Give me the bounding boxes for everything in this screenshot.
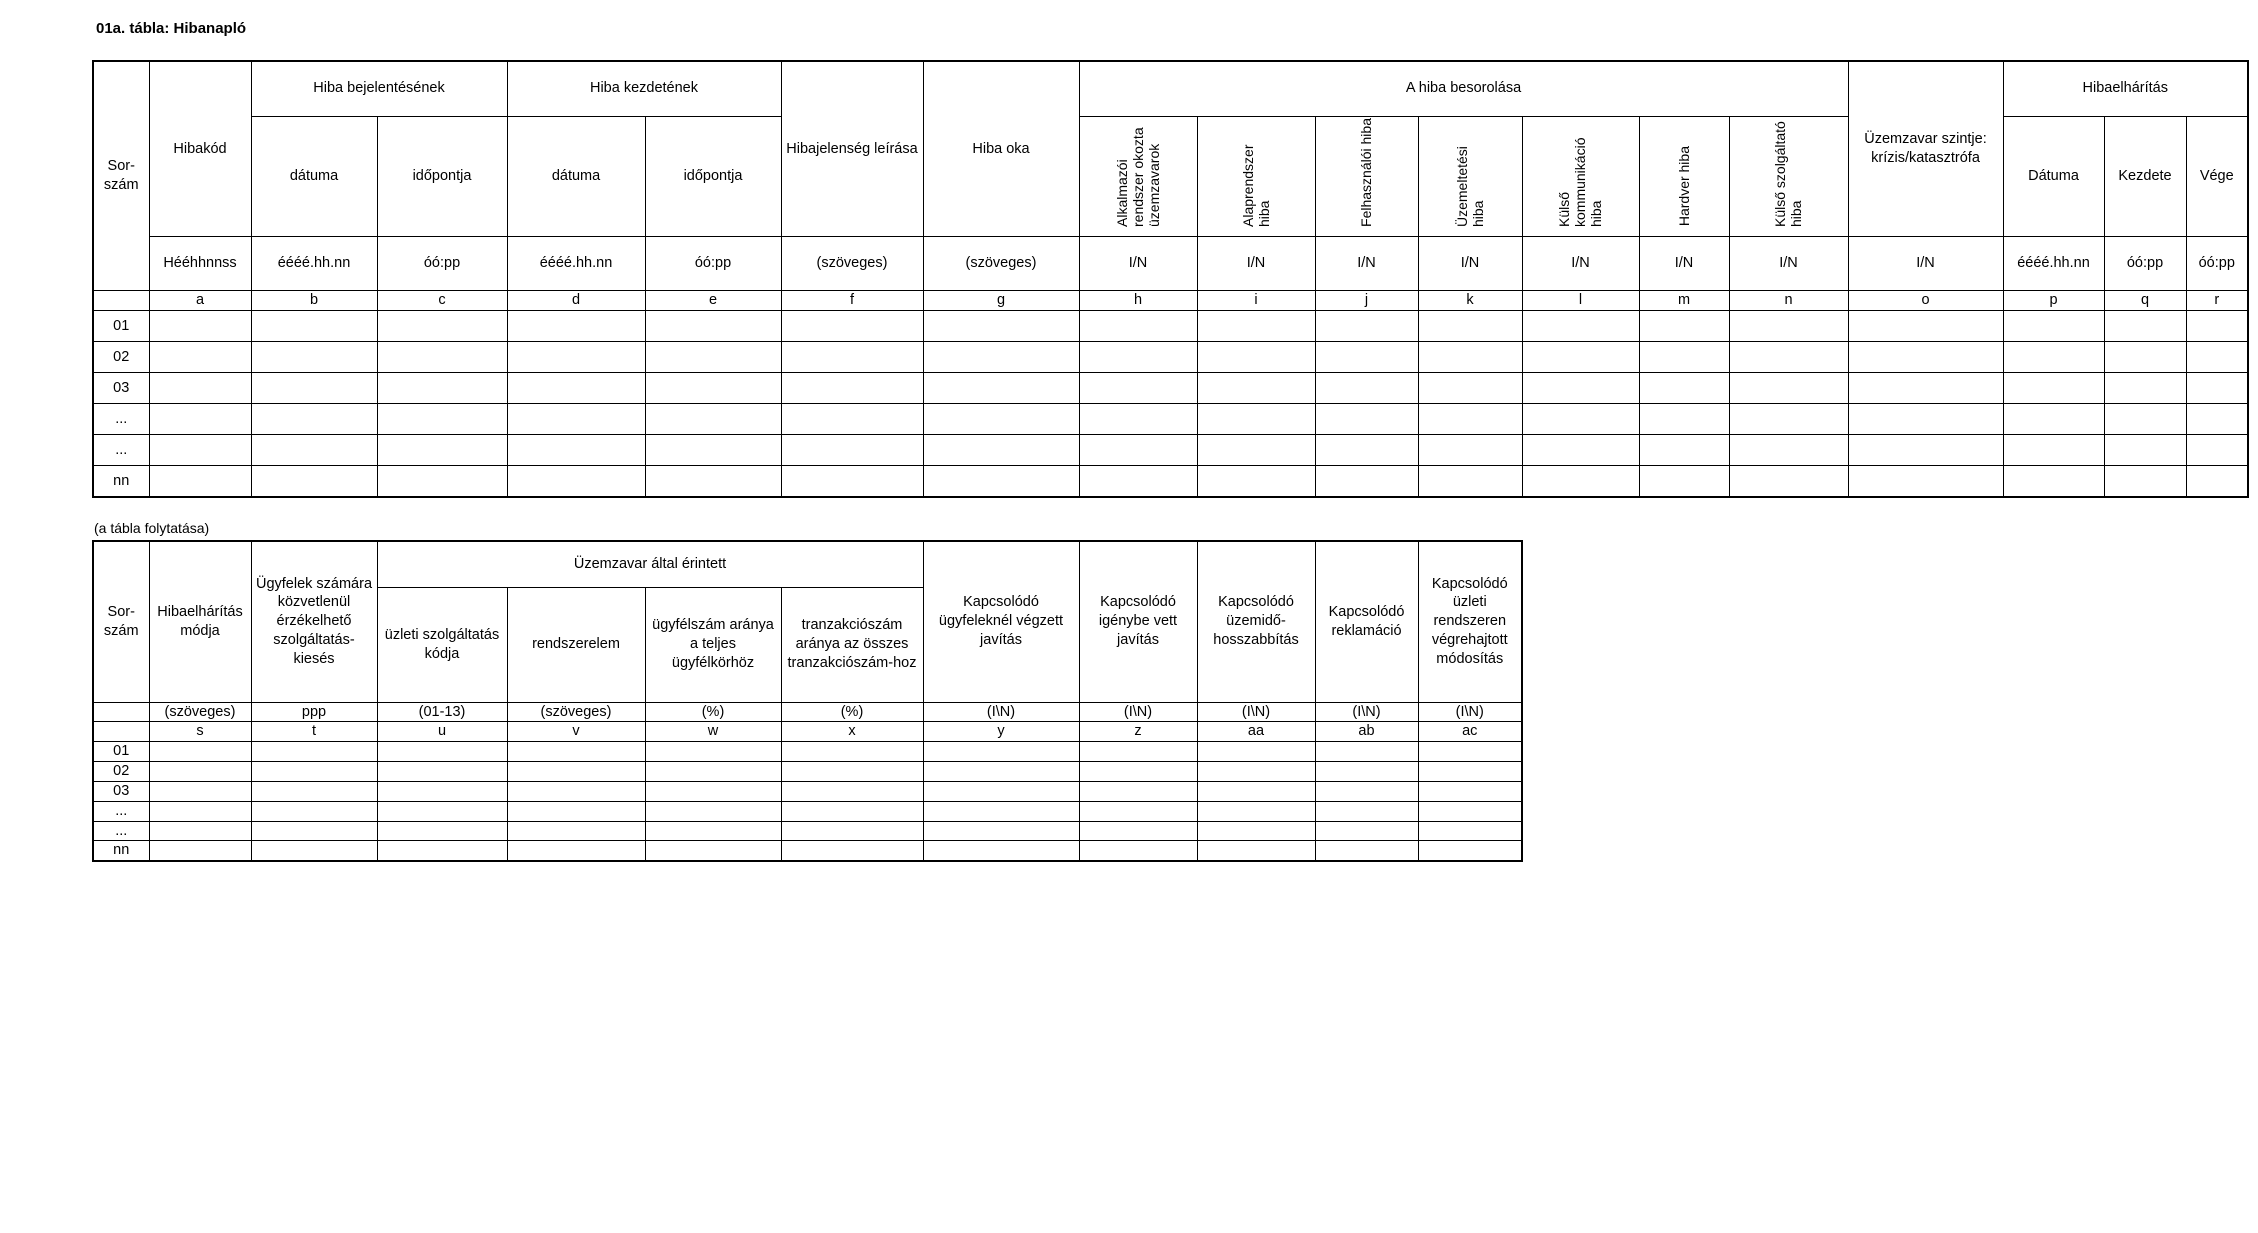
data-cell[interactable] [251,342,377,373]
data-cell[interactable] [507,435,645,466]
data-cell[interactable] [1315,311,1418,342]
data-cell[interactable] [781,466,923,497]
data-cell[interactable] [781,801,923,821]
data-cell[interactable] [1522,342,1639,373]
data-cell[interactable] [1418,762,1522,782]
data-cell[interactable] [149,841,251,861]
data-cell[interactable] [1418,373,1522,404]
data-cell[interactable] [377,801,507,821]
data-cell[interactable] [923,311,1079,342]
data-cell[interactable] [923,781,1079,801]
data-cell[interactable] [1418,742,1522,762]
row-number: nn [93,466,149,497]
header-i: Alaprendszer hiba [1197,116,1315,237]
data-cell[interactable] [1522,311,1639,342]
data-cell[interactable] [923,762,1079,782]
data-cell[interactable] [149,404,251,435]
header2-tranzakcio: tranzakciószám aránya az összes tranzakciószám-hoz [781,587,923,702]
data-cell[interactable] [2186,311,2248,342]
data-cell[interactable] [1639,404,1729,435]
data-cell[interactable] [1418,466,1522,497]
data-cell[interactable] [251,742,377,762]
data-cell[interactable] [251,466,377,497]
data-cell[interactable] [1418,841,1522,861]
data-cell[interactable] [377,762,507,782]
data-cell[interactable] [377,466,507,497]
header-el-vege: Vége [2186,116,2248,237]
data-cell[interactable] [1079,311,1197,342]
data-cell[interactable] [1418,821,1522,841]
data-cell[interactable] [1197,311,1315,342]
data-cell[interactable] [1418,342,1522,373]
data-cell[interactable] [781,742,923,762]
data-cell[interactable] [781,435,923,466]
header-kezdet: Hiba kezdetének [507,61,781,116]
data-cell[interactable] [251,781,377,801]
data-cell[interactable] [1315,435,1418,466]
table-row [93,801,1522,821]
header-elharitas: Hibaelhárítás [2003,61,2248,116]
data-cell[interactable] [923,841,1079,861]
data-cell[interactable] [251,373,377,404]
data-cell[interactable] [781,373,923,404]
format-row: Hééhhnnss éééé.hh.nn óó:pp éééé.hh.nn óó:pp (szöveges) (szöveges) I/N I/N I/N I/N I/N I/N I/N I/N éééé.hh.nn óó:pp óó:pp [93,237,2248,291]
data-cell[interactable] [377,781,507,801]
data-cell[interactable] [1197,404,1315,435]
data-cell[interactable] [377,435,507,466]
data-cell[interactable] [781,841,923,861]
data-cell[interactable] [923,801,1079,821]
data-cell[interactable] [377,821,507,841]
data-cell[interactable] [2104,311,2186,342]
data-cell[interactable] [2104,404,2186,435]
table-row [93,781,1522,801]
table-row [93,762,1522,782]
data-cell[interactable] [149,342,251,373]
data-cell[interactable] [1848,466,2003,497]
data-cell[interactable] [1197,762,1315,782]
data-cell[interactable] [1197,342,1315,373]
data-cell[interactable] [923,373,1079,404]
data-cell[interactable] [923,404,1079,435]
data-cell[interactable] [1079,762,1197,782]
header2-mod: Hibaelhárítás módja [149,541,251,702]
data-cell[interactable] [2186,466,2248,497]
data-cell[interactable] [645,742,781,762]
data-cell[interactable] [2186,342,2248,373]
continuation-label: (a tábla folytatása) [94,520,210,536]
data-cell[interactable] [2003,373,2104,404]
data-cell[interactable] [507,342,645,373]
table-row [93,821,1522,841]
data-cell[interactable] [781,762,923,782]
data-cell[interactable] [149,781,251,801]
data-cell[interactable] [149,801,251,821]
data-cell[interactable] [1315,781,1418,801]
data-cell[interactable] [1848,404,2003,435]
data-cell[interactable] [1315,404,1418,435]
data-cell[interactable] [2104,342,2186,373]
row-number: 02 [93,762,149,782]
data-cell[interactable] [1079,841,1197,861]
row-number: ... [93,404,149,435]
letter-row-2: s t u v w x y z aa ab ac [93,722,1522,742]
header2-kieses: Ügyfelek számára közvetlenül érzékelhető szolgáltatás-kiesés [251,541,377,702]
data-cell[interactable] [1848,342,2003,373]
data-cell[interactable] [1079,435,1197,466]
table-row [93,466,2248,497]
data-cell[interactable] [781,821,923,841]
header2-rendszerelem: rendszerelem [507,587,645,702]
header-el-kezdete: Kezdete [2104,116,2186,237]
header-sorszam: Sor- szám [93,61,149,291]
data-cell[interactable] [1729,466,1848,497]
data-cell[interactable] [781,311,923,342]
data-cell[interactable] [1639,373,1729,404]
data-cell[interactable] [1418,781,1522,801]
data-cell[interactable] [507,742,645,762]
row-number: 03 [93,373,149,404]
data-cell[interactable] [149,762,251,782]
data-cell[interactable] [1315,801,1418,821]
data-cell[interactable] [645,841,781,861]
data-cell[interactable] [645,311,781,342]
data-cell[interactable] [923,342,1079,373]
data-cell[interactable] [149,311,251,342]
data-cell[interactable] [507,841,645,861]
table-row [93,742,1522,762]
data-cell[interactable] [645,821,781,841]
data-cell[interactable] [2186,435,2248,466]
header2-kod: üzleti szolgáltatás kódja [377,587,507,702]
data-cell[interactable] [1315,821,1418,841]
row-number: ... [93,435,149,466]
data-cell[interactable] [507,404,645,435]
header-besorolas: A hiba besorolása [1079,61,1848,116]
table-row [93,435,2248,466]
header-m: Hardver hiba [1639,116,1729,237]
data-cell[interactable] [377,311,507,342]
error-log-body [93,311,2248,497]
data-cell[interactable] [645,435,781,466]
header2-z: Kapcsolódó igénybe vett javítás [1079,541,1197,702]
data-cell[interactable] [1729,373,1848,404]
data-cell[interactable] [507,466,645,497]
data-cell[interactable] [377,742,507,762]
data-cell[interactable] [1418,801,1522,821]
data-cell[interactable] [781,342,923,373]
data-cell[interactable] [781,781,923,801]
data-cell[interactable] [2186,373,2248,404]
data-cell[interactable] [1079,781,1197,801]
data-cell[interactable] [1079,466,1197,497]
data-cell[interactable] [1315,742,1418,762]
data-cell[interactable] [1522,466,1639,497]
data-cell[interactable] [1848,373,2003,404]
data-cell[interactable] [2186,404,2248,435]
data-cell[interactable] [507,801,645,821]
header2-y: Kapcsolódó ügyfeleknél végzett javítás [923,541,1079,702]
data-cell[interactable] [251,762,377,782]
format-row-2: (szöveges) ppp (01-13) (szöveges) (%) (%) (I\N) (I\N) (I\N) (I\N) (I\N) [93,702,1522,722]
data-cell[interactable] [1197,435,1315,466]
header-l: Külső kommunikáció hiba [1522,116,1639,237]
data-cell[interactable] [923,821,1079,841]
table-row [93,404,2248,435]
data-cell[interactable] [645,466,781,497]
data-cell[interactable] [645,762,781,782]
data-cell[interactable] [1315,466,1418,497]
data-cell[interactable] [1729,311,1848,342]
data-cell[interactable] [645,342,781,373]
data-cell[interactable] [1197,466,1315,497]
table-row [93,342,2248,373]
header-hibakod: Hibakód [149,61,251,237]
header-bej-datuma: dátuma [251,116,377,237]
data-cell[interactable] [1315,342,1418,373]
data-cell[interactable] [377,373,507,404]
header-kezd-datuma: dátuma [507,116,645,237]
data-cell[interactable] [1639,466,1729,497]
data-cell[interactable] [2104,466,2186,497]
data-cell[interactable] [1197,841,1315,861]
data-cell[interactable] [507,821,645,841]
data-cell[interactable] [645,781,781,801]
row-number: 01 [93,311,149,342]
header-bej-idopontja: időpontja [377,116,507,237]
data-cell[interactable] [1079,404,1197,435]
data-cell[interactable] [645,373,781,404]
table-row [93,311,2248,342]
data-cell[interactable] [377,404,507,435]
table-row [93,841,1522,861]
header-kezd-idopontja: időpontja [645,116,781,237]
data-cell[interactable] [1079,342,1197,373]
data-cell[interactable] [1197,781,1315,801]
row-number: ... [93,821,149,841]
data-cell[interactable] [1418,311,1522,342]
header2-erintett: Üzemzavar által érintett [377,541,923,587]
data-cell[interactable] [923,466,1079,497]
data-cell[interactable] [2003,342,2104,373]
data-cell[interactable] [507,762,645,782]
row-number: ... [93,801,149,821]
row-number: 02 [93,342,149,373]
row-number: 03 [93,781,149,801]
data-cell[interactable] [251,404,377,435]
data-cell[interactable] [2003,404,2104,435]
data-cell[interactable] [1522,404,1639,435]
data-cell[interactable] [149,466,251,497]
data-cell[interactable] [923,742,1079,762]
data-cell[interactable] [1418,404,1522,435]
data-cell[interactable] [251,801,377,821]
header-bejelentes: Hiba bejelentésének [251,61,507,116]
header-n: Külső szolgáltató hiba [1729,116,1848,237]
data-cell[interactable] [1079,373,1197,404]
data-cell[interactable] [149,742,251,762]
data-cell[interactable] [1639,311,1729,342]
data-cell[interactable] [251,841,377,861]
data-cell[interactable] [377,342,507,373]
row-number: 01 [93,742,149,762]
data-cell[interactable] [1197,801,1315,821]
header-k: Üzemeltetési hiba [1418,116,1522,237]
data-cell[interactable] [507,373,645,404]
data-cell[interactable] [2003,311,2104,342]
data-cell[interactable] [507,781,645,801]
header-j: Felhasználói hiba [1315,116,1418,237]
data-cell[interactable] [2104,435,2186,466]
data-cell[interactable] [149,435,251,466]
header2-ab: Kapcsolódó reklamáció [1315,541,1418,702]
data-cell[interactable] [2003,435,2104,466]
data-cell[interactable] [645,801,781,821]
data-cell[interactable] [1079,801,1197,821]
data-cell[interactable] [2104,373,2186,404]
data-cell[interactable] [377,841,507,861]
data-cell[interactable] [149,821,251,841]
data-cell[interactable] [645,404,781,435]
header-h: Alkalmazói rendszer okozta üzemzavarok [1079,116,1197,237]
data-cell[interactable] [507,311,645,342]
header2-sorszam: Sor- szám [93,541,149,702]
data-cell[interactable] [2003,466,2104,497]
data-cell[interactable] [923,435,1079,466]
data-cell[interactable] [1729,435,1848,466]
data-cell[interactable] [1639,342,1729,373]
header-szint: Üzemzavar szintje: krízis/katasztrófa [1848,61,2003,237]
data-cell[interactable] [1079,742,1197,762]
data-cell[interactable] [1079,821,1197,841]
data-cell[interactable] [1197,821,1315,841]
header-ok: Hiba oka [923,61,1079,237]
header2-ac: Kapcsolódó üzleti rendszeren végrehajtott módosítás [1418,541,1522,702]
data-cell[interactable] [1729,342,1848,373]
page-title: 01a. tábla: Hibanapló [96,20,247,37]
header2-aa: Kapcsolódó üzemidő-hosszabbítás [1197,541,1315,702]
data-cell[interactable] [1197,373,1315,404]
data-cell[interactable] [1729,404,1848,435]
error-log-continuation-body [93,742,1522,862]
data-cell[interactable] [251,435,377,466]
header-el-datuma: Dátuma [2003,116,2104,237]
data-cell[interactable] [251,311,377,342]
data-cell[interactable] [1848,311,2003,342]
data-cell[interactable] [1315,762,1418,782]
error-log-continuation-table [92,540,1523,862]
table-row [93,373,2248,404]
error-log-table [92,60,2249,498]
data-cell[interactable] [781,404,923,435]
data-cell[interactable] [1315,373,1418,404]
data-cell[interactable] [1522,435,1639,466]
row-number: nn [93,841,149,861]
data-cell[interactable] [1197,742,1315,762]
letter-row: a b c d e f g h i j k l m n o p q r [93,291,2248,311]
data-cell[interactable] [1522,373,1639,404]
data-cell[interactable] [1848,435,2003,466]
header2-ugyfelszam: ügyfélszám aránya a teljes ügyfélkörhöz [645,587,781,702]
header-leiras: Hibajelenség leírása [781,61,923,237]
data-cell[interactable] [251,821,377,841]
data-cell[interactable] [1418,435,1522,466]
data-cell[interactable] [1639,435,1729,466]
data-cell[interactable] [1315,841,1418,861]
data-cell[interactable] [149,373,251,404]
